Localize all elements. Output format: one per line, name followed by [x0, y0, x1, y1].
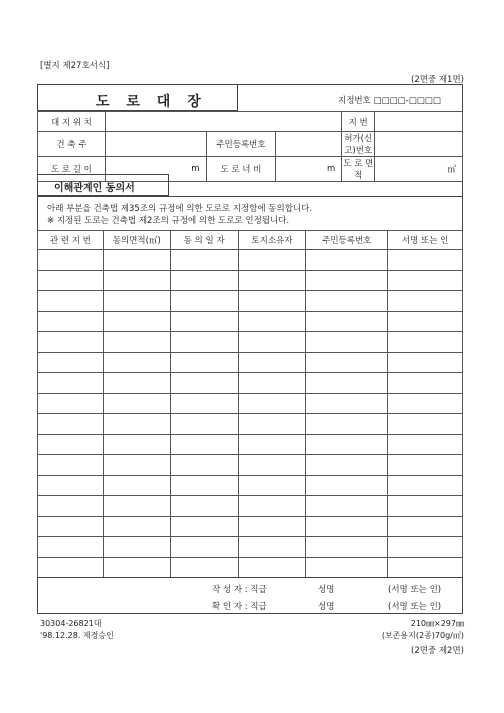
label-road-length: 도 로 길 이 — [38, 157, 106, 182]
verifier-sign[interactable]: (서명 또는 인) — [388, 602, 442, 612]
table-cell[interactable] — [388, 352, 463, 373]
table-cell[interactable] — [103, 537, 170, 558]
table-cell[interactable] — [103, 270, 170, 291]
table-row — [38, 311, 463, 332]
unit-m-width: m — [326, 164, 336, 174]
table-cell[interactable] — [38, 537, 104, 558]
label-permit-no: 허가(신고)번호 — [342, 132, 375, 157]
table-row — [38, 537, 463, 558]
table-cell[interactable] — [103, 434, 170, 455]
table-cell[interactable] — [388, 496, 463, 517]
table-row — [38, 352, 463, 373]
approval-note: '98.12.28. 제경승인 — [40, 631, 114, 640]
table-cell[interactable] — [306, 311, 388, 332]
value-road-width[interactable] — [276, 157, 342, 182]
table-row — [38, 373, 463, 394]
header-area: 동의면적(㎡) — [103, 231, 170, 250]
table-cell[interactable] — [238, 557, 306, 578]
table-cell[interactable] — [388, 373, 463, 394]
page-indicator-bottom: (2면중 제2면) — [411, 646, 464, 656]
author-sign[interactable]: (서명 또는 인) — [388, 585, 442, 595]
table-cell[interactable] — [306, 414, 388, 435]
table-cell[interactable] — [38, 270, 104, 291]
table-row — [38, 414, 463, 435]
table-cell[interactable] — [388, 291, 463, 312]
table-cell[interactable] — [103, 373, 170, 394]
table-cell[interactable] — [388, 393, 463, 414]
table-cell[interactable] — [103, 393, 170, 414]
note-line-2: ※ 지정된 도로는 건축법 제2조의 규정에 의한 도로로 인정됩니다. — [47, 216, 290, 226]
table-cell[interactable] — [103, 475, 170, 496]
table-cell[interactable] — [306, 496, 388, 517]
header-sign: 서명 또는 인 — [388, 231, 463, 250]
table-cell[interactable] — [170, 250, 238, 271]
table-cell[interactable] — [306, 332, 388, 353]
table-cell[interactable] — [388, 455, 463, 476]
table-cell[interactable] — [388, 557, 463, 578]
table-cell[interactable] — [103, 352, 170, 373]
table-cell[interactable] — [103, 557, 170, 578]
value-lot-number[interactable] — [375, 112, 463, 132]
table-cell[interactable] — [170, 291, 238, 312]
table-cell[interactable] — [238, 496, 306, 517]
form-code: 30304-26821대 — [40, 619, 102, 628]
table-cell[interactable] — [388, 311, 463, 332]
consent-title: 이해관계인 동의서 — [54, 183, 135, 194]
table-cell[interactable] — [238, 393, 306, 414]
table-cell[interactable] — [170, 270, 238, 291]
table-cell[interactable] — [38, 475, 104, 496]
table-cell[interactable] — [238, 311, 306, 332]
table-cell[interactable] — [306, 557, 388, 578]
table-cell[interactable] — [388, 332, 463, 353]
table-cell[interactable] — [306, 373, 388, 394]
table-cell[interactable] — [170, 393, 238, 414]
value-road-area[interactable] — [375, 157, 463, 182]
table-cell[interactable] — [238, 455, 306, 476]
table-row — [38, 475, 463, 496]
table-cell[interactable] — [38, 311, 104, 332]
table-cell[interactable] — [306, 352, 388, 373]
table-cell[interactable] — [170, 352, 238, 373]
table-cell[interactable] — [238, 373, 306, 394]
table-cell[interactable] — [170, 557, 238, 578]
table-cell[interactable] — [306, 537, 388, 558]
table-cell[interactable] — [238, 270, 306, 291]
table-cell[interactable] — [38, 291, 104, 312]
table-cell[interactable] — [306, 434, 388, 455]
table-cell[interactable] — [38, 434, 104, 455]
table-row — [38, 455, 463, 476]
table-cell[interactable] — [388, 434, 463, 455]
table-row — [38, 516, 463, 537]
table-cell[interactable] — [238, 475, 306, 496]
table-cell[interactable] — [38, 557, 104, 578]
page-indicator-top: (2면중 제1면) — [411, 75, 464, 85]
table-cell[interactable] — [238, 537, 306, 558]
table-cell[interactable] — [103, 496, 170, 517]
header-date: 동 의 일 자 — [170, 231, 238, 250]
header-resident-id: 주민등록번호 — [306, 231, 388, 250]
page-title: 도 로 대 장 — [96, 94, 207, 110]
table-cell[interactable] — [238, 516, 306, 537]
table-cell[interactable] — [170, 414, 238, 435]
table-cell[interactable] — [103, 516, 170, 537]
table-row — [38, 270, 463, 291]
table-cell[interactable] — [238, 291, 306, 312]
unit-m2: ㎡ — [447, 165, 456, 175]
table-cell[interactable] — [238, 250, 306, 271]
value-permit-no[interactable] — [375, 132, 463, 157]
table-row — [38, 393, 463, 414]
table-row — [38, 291, 463, 312]
table-cell[interactable] — [38, 455, 104, 476]
table-cell[interactable] — [238, 332, 306, 353]
table-cell[interactable] — [103, 250, 170, 271]
table-cell[interactable] — [103, 455, 170, 476]
table-cell[interactable] — [38, 373, 104, 394]
notes-divider — [37, 196, 463, 197]
table-cell[interactable] — [38, 414, 104, 435]
label-lot-number: 지 번 — [342, 112, 375, 132]
value-resident-id[interactable] — [276, 132, 342, 157]
table-cell[interactable] — [306, 475, 388, 496]
table-row — [38, 496, 463, 517]
value-owner[interactable] — [105, 132, 206, 157]
consent-header-row — [38, 231, 463, 250]
table-cell[interactable] — [388, 270, 463, 291]
table-cell[interactable] — [38, 393, 104, 414]
table-cell[interactable] — [306, 270, 388, 291]
label-road-area: 도 로 면 적 — [342, 157, 375, 182]
value-site-location[interactable] — [105, 112, 341, 132]
author-label: 작 성 자 : 직급 — [212, 585, 267, 595]
table-cell[interactable] — [170, 373, 238, 394]
table-cell[interactable] — [388, 414, 463, 435]
table-cell[interactable] — [170, 434, 238, 455]
table-cell[interactable] — [388, 537, 463, 558]
author-name-label: 성명 — [318, 585, 335, 595]
table-cell[interactable] — [388, 250, 463, 271]
label-owner: 건 축 주 — [38, 132, 106, 157]
label-road-width: 도 로 너 비 — [206, 157, 276, 182]
table-cell[interactable] — [306, 455, 388, 476]
table-cell[interactable] — [306, 516, 388, 537]
paper-size: 210㎜×297㎜ — [410, 619, 464, 628]
table-cell[interactable] — [388, 475, 463, 496]
table-cell[interactable] — [238, 434, 306, 455]
table-cell[interactable] — [103, 332, 170, 353]
verifier-name-label: 성명 — [318, 602, 335, 612]
table-cell[interactable] — [170, 475, 238, 496]
form-id: [별지 제27호서식] — [40, 61, 110, 71]
table-cell[interactable] — [170, 496, 238, 517]
table-cell[interactable] — [38, 332, 104, 353]
table-cell[interactable] — [238, 352, 306, 373]
table-cell[interactable] — [170, 455, 238, 476]
table-cell[interactable] — [306, 250, 388, 271]
header-landowner: 토지소유자 — [238, 231, 306, 250]
table-row — [38, 332, 463, 353]
note-line-1: 아래 부분을 건축법 제35조의 규정에 의한 도로로 지정함에 동의합니다. — [47, 204, 313, 214]
verifier-label: 확 인 자 : 직급 — [212, 602, 267, 612]
signature-divider — [37, 577, 463, 578]
table-cell[interactable] — [38, 352, 104, 373]
table-cell[interactable] — [103, 291, 170, 312]
table-cell[interactable] — [103, 311, 170, 332]
header-lot: 관 련 지 번 — [38, 231, 104, 250]
table-row — [38, 250, 463, 271]
table-cell[interactable] — [306, 393, 388, 414]
designation-number: 지정번호 □□□□-□□□□ — [338, 96, 441, 106]
table-cell[interactable] — [38, 250, 104, 271]
table-cell[interactable] — [170, 311, 238, 332]
table-cell[interactable] — [170, 516, 238, 537]
table-cell[interactable] — [38, 516, 104, 537]
paper-type: (보존용지(2종)70g/㎡) — [381, 631, 464, 640]
table-cell[interactable] — [170, 537, 238, 558]
label-site-location: 대 지 위 치 — [38, 112, 106, 132]
table-cell[interactable] — [103, 414, 170, 435]
table-cell[interactable] — [388, 516, 463, 537]
table-cell[interactable] — [38, 496, 104, 517]
info-table — [37, 111, 463, 182]
label-resident-id: 주민등록번호 — [206, 132, 276, 157]
unit-m-length: m — [191, 164, 200, 174]
table-row — [38, 434, 463, 455]
table-cell[interactable] — [170, 332, 238, 353]
table-row — [38, 557, 463, 578]
table-cell[interactable] — [306, 291, 388, 312]
consent-table — [37, 230, 463, 578]
table-cell[interactable] — [238, 414, 306, 435]
